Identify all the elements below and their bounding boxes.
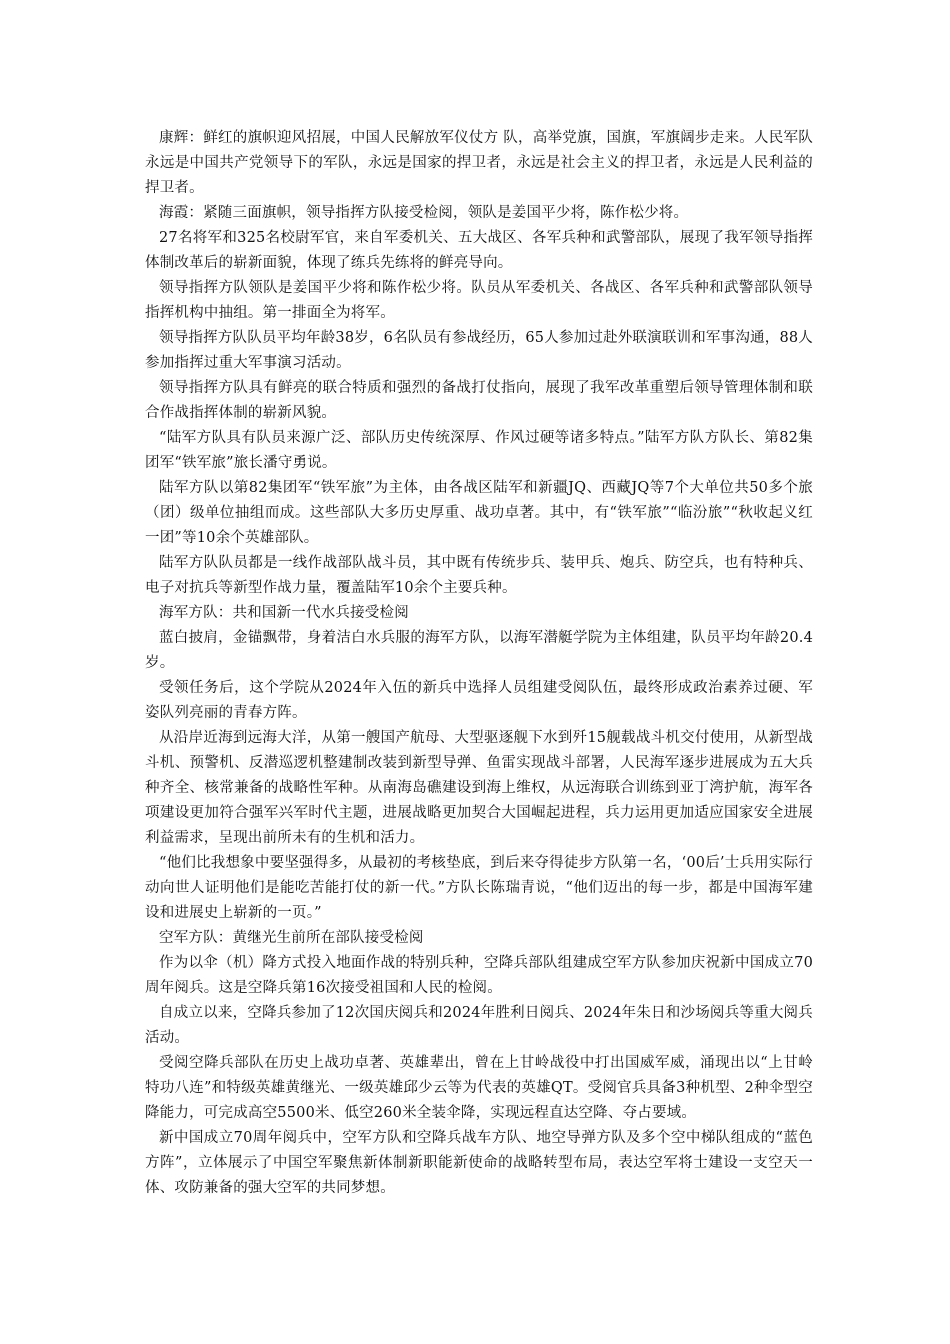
document-body (145, 126, 813, 1201)
paragraph-11: 蓝白披肩，金锚飘带，身着洁白水兵服的海军方队，以海军潜艇学院为主体组建，队员平均年龄20.4岁。 (145, 630, 813, 671)
section-heading-air-force: 空军方队：黄继光生前所在部队接受检阅 (159, 930, 424, 946)
paragraph-19: 新中国成立70周年阅兵中，空军方队和空降兵战车方队、地空导弹方队及多个空中梯队组成的“蓝色方阵”，立体展示了中国空军聚焦新体制新职能新使命的战略转型布局，表达空军将士建设一支空天一体、攻防兼备的强大空军的共同梦想。 (145, 1130, 813, 1196)
paragraph-14: “他们比我想象中要坚强得多，从最初的考核垫底，到后来夺得徒步方队第一名，‘00后’士兵用实际行动向世人证明他们是能吃苦能打仗的新一代。”方队长陈瑞青说，“他们迈出的每一步，都是中国海军建设和进展史上崭新的一页。” (145, 855, 813, 921)
paragraph-8: 陆军方队以第82集团军“铁军旅”为主体，由各战区陆军和新疆JQ、西藏JQ等7个大单位共50多个旅（团）级单位抽组而成。这些部队大多历史厚重、战功卓著。其中，有“铁军旅”“临汾旅”“秋收起义红一团”等10余个英雄部队。 (145, 480, 813, 546)
section-heading-navy: 海军方队：共和国新一代水兵接受检阅 (159, 605, 409, 621)
paragraph-5: 领导指挥方队队员平均年龄38岁，6名队员有参战经历，65人参加过赴外联演联训和军事沟通，88人参加指挥过重大军事演习活动。 (145, 330, 813, 371)
paragraph-3: 27名将军和325名校尉军官，来自军委机关、五大战区、各军兵种和武警部队，展现了我军领导指挥体制改革后的崭新面貌，体现了练兵先练将的鲜亮导向。 (145, 230, 813, 271)
paragraph-1: 康辉：鲜红的旗帜迎风招展，中国人民解放军仪仗方 队，高举党旗，国旗，军旗阔步走来。人民军队永远是中国共产党领导下的军队，永远是国家的捍卫者，永远是社会主义的捍卫者，永远是人民利益的捍卫者。 (145, 130, 813, 196)
paragraph-16: 作为以伞（机）降方式投入地面作战的特别兵种，空降兵部队组建成空军方队参加庆祝新中国成立70周年阅兵。这是空降兵第16次接受祖国和人民的检阅。 (145, 955, 813, 996)
paragraph-7: “陆军方队具有队员来源广泛、部队历史传统深厚、作风过硬等诸多特点。”陆军方队方队长、第82集团军“铁军旅”旅长潘守勇说。 (145, 430, 813, 471)
paragraph-13: 从沿岸近海到远海大洋，从第一艘国产航母、大型驱逐舰下水到歼15舰载战斗机交付使用，从新型战斗机、预警机、反潜巡逻机整建制改装到新型导弹、鱼雷实现战斗部署，人民海军逐步进展成为五大兵种齐全、核常兼备的战略性军种。从南海岛礁建设到海上维权，从远海联合训练到亚丁湾护航，海军各项建设更加符合强军兴军时代主题，进展战略更加契合大国崛起进程，兵力运用更加适应国家安全进展利益需求，呈现出前所未有的生机和活力。 (145, 730, 813, 846)
paragraph-18: 受阅空降兵部队在历史上战功卓著、英雄辈出，曾在上甘岭战役中打出国威军威，涌现出以“上甘岭特功八连”和特级英雄黄继光、一级英雄邱少云等为代表的英雄QT。受阅官兵具备3种机型、2种伞型空降能力，可完成高空5500米、低空260米全装伞降，实现远程直达空降、夺占要域。 (145, 1055, 813, 1121)
paragraph-2: 海霞：紧随三面旗帜，领导指挥方队接受检阅，领队是姜国平少将，陈作松少将。 (159, 205, 689, 221)
paragraph-17: 自成立以来，空降兵参加了12次国庆阅兵和2024年胜利日阅兵、2024年朱日和沙场阅兵等重大阅兵活动。 (145, 1005, 813, 1046)
paragraph-6: 领导指挥方队具有鲜亮的联合特质和强烈的备战打仗指向，展现了我军改革重塑后领导管理体制和联合作战指挥体制的崭新风貌。 (145, 380, 813, 421)
paragraph-9: 陆军方队队员都是一线作战部队战斗员，其中既有传统步兵、装甲兵、炮兵、防空兵，也有特种兵、电子对抗兵等新型作战力量，覆盖陆军10余个主要兵种。 (145, 555, 813, 596)
paragraph-4: 领导指挥方队领队是姜国平少将和陈作松少将。队员从军委机关、各战区、各军兵种和武警部队领导指挥机构中抽组。第一排面全为将军。 (145, 280, 813, 321)
paragraph-12: 受领任务后，这个学院从2024年入伍的新兵中选择人员组建受阅队伍，最终形成政治素养过硬、军姿队列亮丽的青春方阵。 (145, 680, 813, 721)
